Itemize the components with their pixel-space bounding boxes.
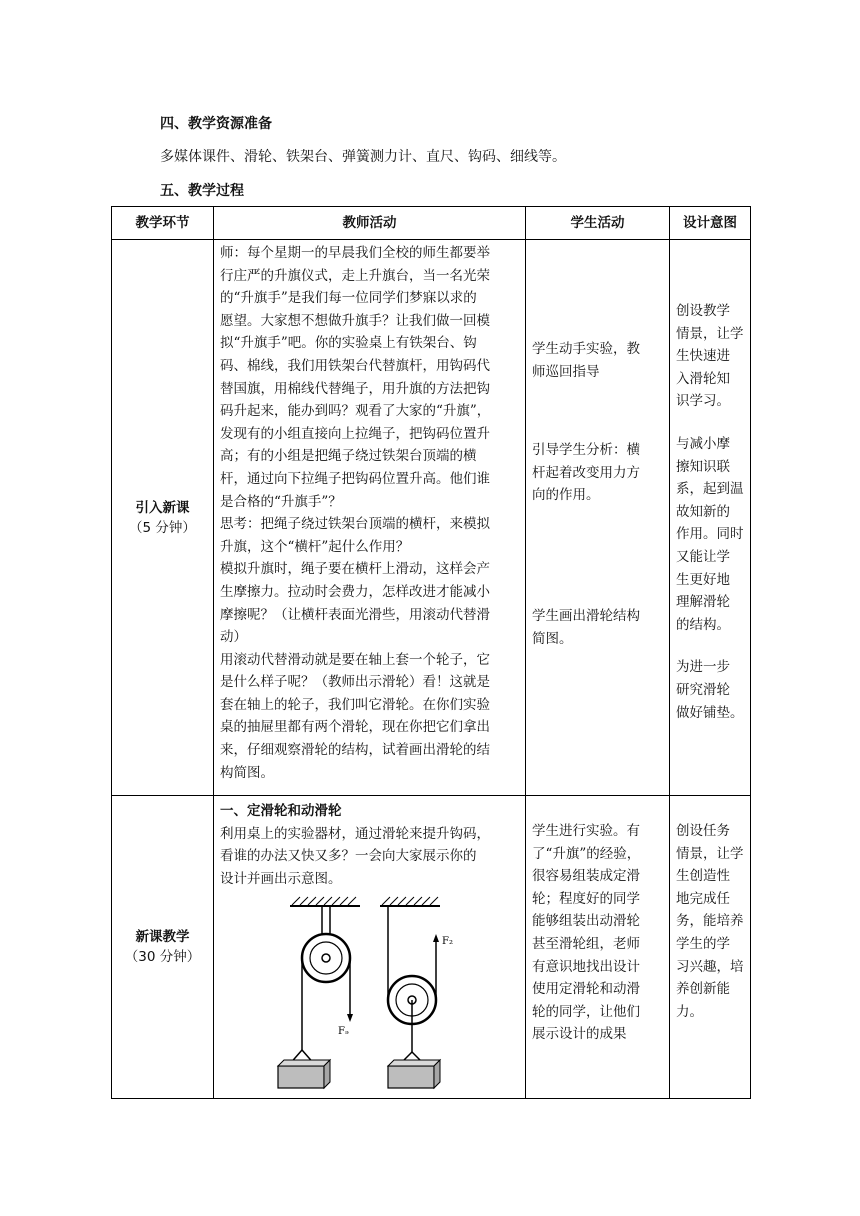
intent-line: 做好铺垫。 — [676, 704, 744, 721]
teacher-line: 设计并画出示意图。 — [220, 870, 342, 887]
stage-duration: （30 分钟） — [124, 949, 201, 966]
teacher-line: 的“升旗手”是我们每一位同学们梦寐以求的 — [220, 290, 477, 307]
intent-line: 故知新的 — [676, 503, 730, 520]
teacher-line: 行庄严的升旗仪式，走上升旗台，当一名光荣 — [220, 267, 490, 284]
student-line: 了“升旗”的经验， — [532, 845, 641, 862]
stage-name: 引入新课 — [135, 499, 190, 516]
stage-cell-introduction — [112, 240, 214, 796]
teacher-line: 动） — [220, 629, 247, 646]
student-line: 很容易组装成定滑 — [532, 868, 640, 885]
teacher-line: 桌的抽屉里都有两个滑轮，现在你把它们拿出 — [220, 719, 490, 736]
header-student-activity: 学生活动 — [526, 207, 670, 240]
teacher-line: 愿望。大家想不想做升旗手？让我们做一回模 — [220, 312, 490, 329]
teacher-line: 拟“升旗手”吧。你的实验桌上有铁架台、钩 — [220, 335, 477, 352]
design-intent-cell — [670, 240, 751, 796]
student-line: 向的作用。 — [532, 487, 600, 504]
section-5-heading: 五、教学过程 — [160, 183, 244, 199]
teacher-line: 构简图。 — [220, 764, 274, 781]
intent-line: 情景，让学 — [676, 845, 744, 862]
teacher-activity-cell — [214, 796, 526, 1099]
intent-line: 与减小摩 — [676, 435, 730, 452]
header-stage: 教学环节 — [112, 207, 214, 240]
movable-pulley-figure — [380, 897, 453, 1088]
teaching-process-table — [111, 206, 751, 1099]
intent-line: 理解滑轮 — [676, 594, 730, 611]
teacher-line: 码、棉线，我们用铁架台代替旗杆，用钩码代 — [220, 357, 490, 374]
student-activity-cell — [526, 796, 670, 1099]
intent-line: 的结构。 — [676, 616, 730, 633]
intent-line: 作用。同时 — [676, 526, 744, 543]
intent-line: 养创新能 — [676, 981, 730, 998]
intent-line: 研究滑轮 — [676, 681, 730, 698]
student-activity-cell — [526, 240, 670, 796]
teacher-line: 看谁的办法又快又多？一会向大家展示你的 — [220, 848, 477, 865]
intent-line: 生快速进 — [676, 348, 730, 365]
movable-pulley-force-label: F₂ — [442, 936, 453, 948]
student-line: 学生进行实验。有 — [532, 823, 640, 839]
materials-list: 多媒体课件、滑轮、铁架台、弹簧测力计、直尺、钩码、细线等。 — [160, 149, 566, 165]
teacher-line: 杆，通过向下拉绳子把钩码位置升高。他们谁 — [220, 470, 490, 487]
teacher-line: 发现有的小组直接向上拉绳子，把钩码位置升 — [220, 425, 490, 442]
header-design-intent: 设计意图 — [670, 207, 751, 240]
intent-line: 学生的学 — [676, 935, 730, 952]
intent-line: 情景，让学 — [676, 325, 744, 342]
teacher-line: 是合格的“升旗手”？ — [220, 493, 342, 510]
teacher-line: 思考：把绳子绕过铁架台顶端的横杆，来模拟 — [220, 516, 490, 533]
teacher-line: 来，仔细观察滑轮的结构，试着画出滑轮的结 — [220, 742, 490, 759]
intent-line: 识学习。 — [676, 393, 730, 410]
teacher-line: 套在轴上的轮子，我们叫它滑轮。在你们实验 — [220, 696, 490, 713]
student-line: 学生动手实验，教 — [532, 341, 640, 357]
intent-line: 创设教学 — [676, 303, 730, 319]
header-teacher-activity: 教师活动 — [214, 207, 526, 240]
student-line: 甚至滑轮组，老师 — [532, 935, 640, 952]
teacher-line: 利用桌上的实验器材，通过滑轮来提升钩码， — [220, 825, 490, 842]
section-4-heading: 四、教学资源准备 — [160, 116, 272, 132]
teacher-line: 摩擦呢？（让横杆表面光滑些，用滚动代替滑 — [220, 606, 490, 623]
student-line: 能够组装出动滑轮 — [532, 913, 640, 930]
intent-line: 为进一步 — [676, 659, 730, 676]
student-line: 使用定滑轮和动滑 — [532, 981, 640, 998]
student-line: 展示设计的成果 — [532, 1026, 627, 1043]
student-line: 简图。 — [532, 630, 573, 647]
intent-line: 又能让学 — [676, 548, 730, 565]
intent-line: 生创造性 — [676, 868, 730, 885]
student-line: 师巡回指导 — [532, 363, 600, 380]
design-intent-cell — [670, 796, 751, 1099]
student-line: 轮；程度好的同学 — [532, 890, 640, 907]
intent-line: 入滑轮知 — [676, 370, 730, 387]
teacher-line: 模拟升旗时，绳子要在横杆上滑动，这样会产 — [220, 561, 490, 578]
stage-cell-new-lesson — [112, 796, 214, 1099]
teacher-line: 高；有的小组是把绳子绕过铁架台顶端的横 — [220, 448, 477, 465]
teacher-line: 码升起来，能办到吗？观看了大家的“升旗”， — [220, 403, 491, 420]
student-line: 有意识地找出设计 — [532, 958, 640, 975]
intent-line: 地完成任 — [676, 890, 730, 907]
intent-line: 生更好地 — [676, 571, 730, 588]
teacher-line: 用滚动代替滑动就是要在轴上套一个轮子，它 — [220, 651, 490, 668]
student-line: 引导学生分析：横 — [532, 442, 640, 459]
student-line: 轮的同学，让他们 — [532, 1003, 640, 1020]
intent-line: 务，能培养 — [676, 913, 744, 930]
teacher-line: 师：每个星期一的早晨我们全校的师生都要举 — [220, 245, 490, 261]
pulley-diagram — [220, 894, 520, 1094]
fixed-pulley-force-label: Fₔ — [338, 1026, 349, 1038]
teacher-line: 是什么样子呢？（教师出示滑轮）看！这就是 — [220, 674, 490, 691]
teacher-activity-cell — [214, 240, 526, 796]
subsection-heading: 一、定滑轮和动滑轮 — [220, 803, 342, 819]
student-line: 学生画出滑轮结构 — [532, 607, 640, 624]
intent-line: 习兴趣，培 — [676, 958, 744, 975]
student-line: 杆起着改变用力方 — [532, 464, 640, 481]
teacher-line: 生摩擦力。拉动时会费力，怎样改进才能减小 — [220, 583, 490, 600]
intent-line: 擦知识联 — [676, 458, 730, 475]
table-row-new-lesson — [112, 796, 751, 1099]
table-header-row — [112, 207, 751, 240]
intent-line: 创设任务 — [676, 823, 730, 839]
stage-duration: （5 分钟） — [129, 519, 196, 536]
teacher-line: 升旗，这个“横杆”起什么作用？ — [220, 538, 410, 555]
intent-line: 系，起到温 — [676, 481, 744, 498]
table-row-introduction — [112, 240, 751, 796]
stage-name: 新课教学 — [135, 929, 190, 946]
fixed-pulley-figure — [278, 897, 360, 1088]
intent-line: 力。 — [676, 1003, 703, 1020]
teacher-line: 替国旗，用棉线代替绳子，用升旗的方法把钩 — [220, 380, 490, 397]
